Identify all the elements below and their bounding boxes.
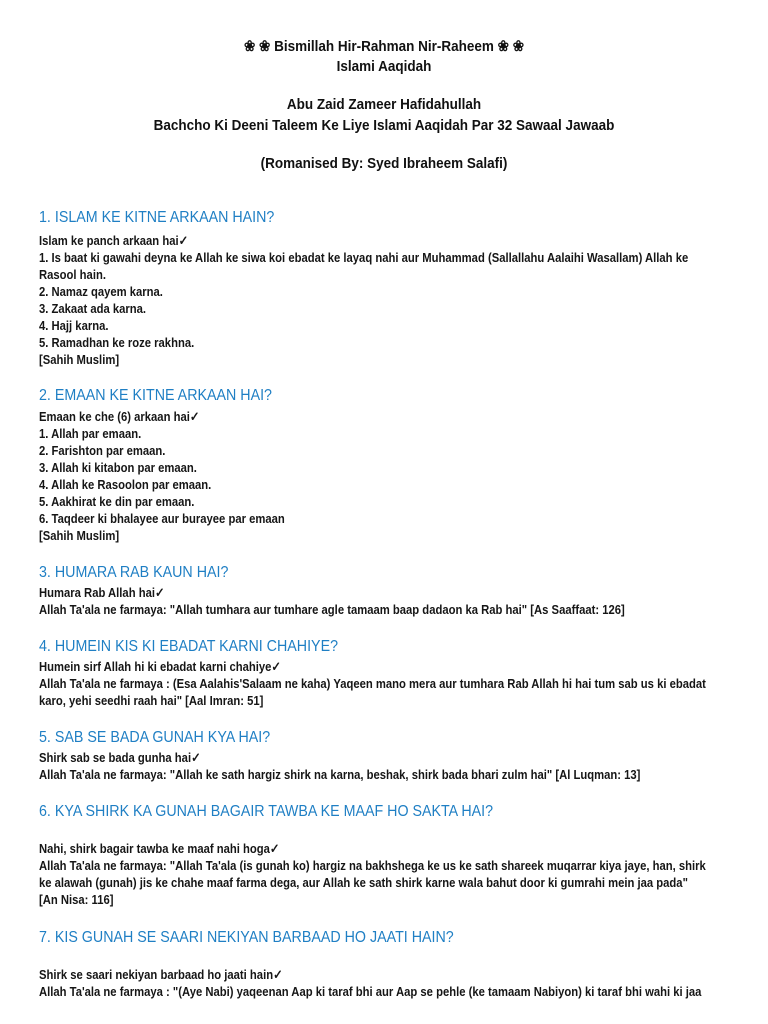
- answer-line: Allah Ta'ala ne farmaya: "Allah Ta'ala (is gunah ko) hargiz na bakhshega ke us ke sath shareek muqarrar kiya jaye, han, shirk: [39, 858, 706, 873]
- answer-line: Humara Rab Allah hai✓: [39, 585, 165, 600]
- answer-line: Islam ke panch arkaan hai✓: [39, 233, 189, 248]
- answer-line: 3. Allah ki kitabon par emaan.: [39, 460, 197, 475]
- reference-line: [Sahih Muslim]: [39, 528, 120, 543]
- document-title: Islami Aaqidah: [336, 58, 432, 75]
- answer-line: Allah Ta'ala ne farmaya : "(Aye Nabi) yaqeenan Aap ki taraf bhi aur Aap se pehle (ke tamaam Nabiyon) ki taraf bhi wahi ki jaa: [39, 984, 702, 999]
- answer-line: 1. Allah par emaan.: [39, 426, 142, 441]
- answer-line: Allah Ta'ala ne farmaya : (Esa Aalahis'Salaam ne kaha) Yaqeen mano mera aur tumhara Rab Allah hi hai tum sab us ki ebadat: [39, 676, 706, 691]
- answer-line: Shirk se saari nekiyan barbaad ho jaati hain✓: [39, 967, 283, 982]
- answer-line: Allah Ta'ala ne farmaya: "Allah tumhara aur tumhare agle tamaam baap dadaon ka Rab hai" [As Saaffaat: 126]: [39, 602, 625, 617]
- question-4: 4. HUMEIN KIS KI EBADAT KARNI CHAHIYE?: [39, 638, 339, 655]
- question-5: 5. SAB SE BADA GUNAH KYA HAI?: [39, 729, 271, 746]
- question-1: 1. ISLAM KE KITNE ARKAAN HAIN?: [39, 209, 275, 226]
- answer-line: 6. Taqdeer ki bhalayee aur burayee par emaan: [39, 511, 285, 526]
- reference-line: [Sahih Muslim]: [39, 352, 120, 367]
- bismillah-line: ❀ ❀ Bismillah Hir-Rahman Nir-Raheem ❀ ❀: [243, 38, 525, 55]
- question-3: 3. HUMARA RAB KAUN HAI?: [39, 564, 229, 581]
- reference-line: [An Nisa: 116]: [39, 892, 114, 907]
- answer-line: 2. Farishton par emaan.: [39, 443, 166, 458]
- answer-line: 4. Allah ke Rasoolon par emaan.: [39, 477, 212, 492]
- answer-line: Emaan ke che (6) arkaan hai✓: [39, 409, 200, 424]
- subtitle-line: Bachcho Ki Deeni Taleem Ke Liye Islami Aaqidah Par 32 Sawaal Jawaab: [153, 117, 615, 134]
- question-2: 2. EMAAN KE KITNE ARKAAN HAI?: [39, 387, 272, 404]
- answer-line: Shirk sab se bada gunha hai✓: [39, 750, 201, 765]
- answer-line: Allah Ta'ala ne farmaya: "Allah ke sath hargiz shirk na karna, beshak, shirk bada bhari zulm hai" [Al Luqman: 13]: [39, 767, 641, 782]
- answer-line: 5. Ramadhan ke roze rakhna.: [39, 335, 195, 350]
- author-line: Abu Zaid Zameer Hafidahullah: [286, 96, 482, 113]
- answer-line: karo, yehi seedhi raah hai" [Aal Imran: 51]: [39, 693, 264, 708]
- answer-line: Rasool hain.: [39, 267, 106, 282]
- question-7: 7. KIS GUNAH SE SAARI NEKIYAN BARBAAD HO JAATI HAIN?: [39, 929, 454, 946]
- romanised-by-line: (Romanised By: Syed Ibraheem Salafi): [260, 155, 508, 172]
- answer-line: 2. Namaz qayem karna.: [39, 284, 163, 299]
- answer-line: 3. Zakaat ada karna.: [39, 301, 147, 316]
- answer-line: 1. Is baat ki gawahi deyna ke Allah ke siwa koi ebadat ke layaq nahi aur Muhammad (Sallallahu Aalaihi Wasallam) Allah ke: [39, 250, 689, 265]
- answer-line: ke alawah (gunah) jis ke chahe maaf farma dega, aur Allah ke sath shirk karne wala bahut door ki gumrahi mein jaa pada": [39, 875, 688, 890]
- answer-line: 4. Hajj karna.: [39, 318, 109, 333]
- answer-line: Humein sirf Allah hi ki ebadat karni chahiye✓: [39, 659, 281, 674]
- question-6: 6. KYA SHIRK KA GUNAH BAGAIR TAWBA KE MAAF HO SAKTA HAI?: [39, 803, 494, 820]
- answer-line: Nahi, shirk bagair tawba ke maaf nahi hoga✓: [39, 841, 280, 856]
- answer-line: 5. Aakhirat ke din par emaan.: [39, 494, 195, 509]
